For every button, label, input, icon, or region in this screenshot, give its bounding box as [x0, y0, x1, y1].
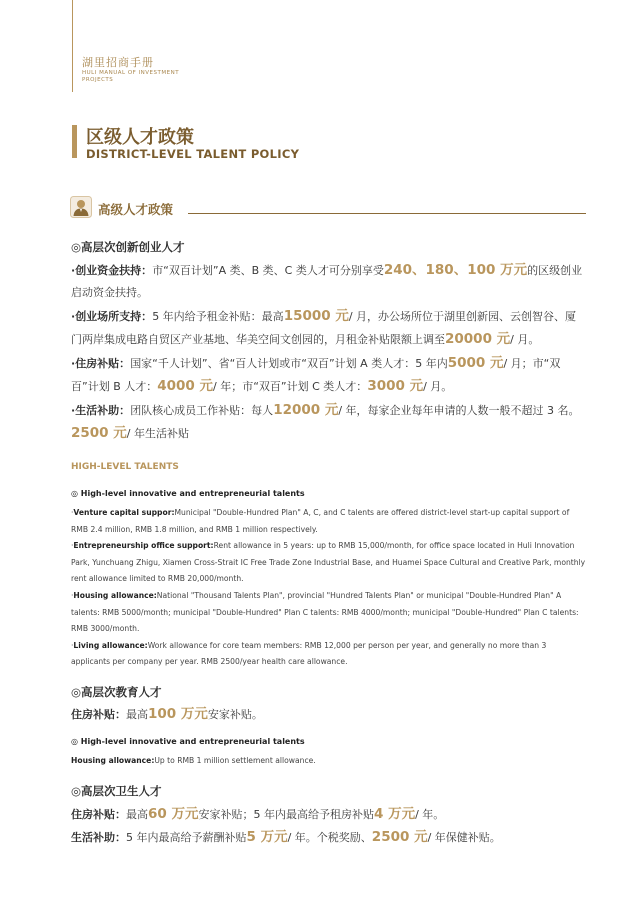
en-subsection-title: ◎ High-level innovative and entrepreneurial talents: [71, 736, 305, 746]
subsection-title: ◎高层次卫生人才: [71, 784, 162, 799]
en-item-living: ·Living allowance:Work allowance for core team members: RMB 12,000 per person per year, and generally no more than 3 applicants per company per year. RMB 2500/year health care allowance.: [71, 640, 547, 667]
en-section-title: HIGH-LEVEL TALENTS: [71, 461, 179, 472]
page-title-en: DISTRICT-LEVEL TALENT POLICY: [86, 147, 300, 161]
en-policy-list: [71, 505, 587, 671]
en-subsection-title: ◎ High-level innovative and entrepreneurial talents: [71, 488, 305, 498]
policy-item-venture: ·创业资金扶持：市“双百计划”A 类、B 类、C 类人才可分别享受240、180、100 万元的区级创业启动资金扶持。: [71, 261, 583, 299]
title-accent-bar: [72, 125, 77, 158]
item-text: 国家“千人计划”、省“百人计划或市“双百”计划 A 类人才：5 年内: [130, 356, 448, 370]
subsection-title: ◎高层次创新创业人才: [71, 240, 185, 254]
highlight-amount: 4000 元: [157, 378, 214, 394]
brand-title-cn: 湖里招商手册: [82, 56, 154, 69]
policy-item-health-living: [71, 826, 587, 850]
en-item-text: Work allowance for core team members: RMB 12,000 per person per year, and generally no more than 3 applicants per company per year. RMB 2500/year health care allowance.: [71, 640, 547, 667]
item-label: 生活补助：: [75, 403, 131, 417]
policy-item-housing: ·住房补贴：国家“千人计划”、省“百人计划或市“双百”计划 A 类人才：5 年内5000 元/ 月；市“双百”计划 B 人才：4000 元/ 年；市“双百”计划 C 类人才：3000 元/ 月。: [71, 354, 561, 394]
header-divider-line: [72, 0, 73, 92]
en-policy-list: [71, 753, 587, 770]
highlight-amount: 15000 元: [283, 307, 349, 324]
section-title: 高级人才政策: [98, 202, 174, 217]
item-text: / 月，办公场所位于湖里创新园、云创智谷、厦门两岸集成电路自贸区产业基地、华美空间文创园的，月租金补贴限额上调至: [71, 309, 577, 346]
item-text: / 年保健补贴。: [427, 831, 501, 845]
highlight-amount: 2500 元: [71, 425, 127, 441]
en-item-text: National "Thousand Talents Plan", provincial "Hundred Talents Plan" or municipal "Double-Hundred Plan" A talents: RMB 5000/month; municipal "Double-Hundred" Plan C talents: RMB 4000/month; municipal "Double-Hundred" Plan C talents: RMB 3000/month.: [71, 590, 579, 634]
highlight-amount: 20000 元: [445, 331, 511, 347]
en-item-housing: ·Housing allowance:National "Thousand Talents Plan", provincial "Hundred Talents Plan" or municipal "Double-Hundred Plan" A talents: RMB 5000/month; municipal "Double-Hundred" Plan C talents: RMB 4000/month; municipal "Double-Hundred" Plan C talents: RMB 3000/month.: [71, 590, 579, 634]
item-text: 最高: [126, 807, 148, 821]
highlight-amount: 5 万元: [246, 829, 288, 846]
item-label: 创业资金扶持：: [75, 263, 153, 277]
person-icon: [70, 196, 92, 218]
highlight-amount: 4 万元: [374, 805, 416, 822]
en-item-label: Housing allowance:: [71, 756, 155, 766]
highlight-amount: 240、180、100 万元: [383, 261, 528, 278]
item-text: / 年。: [415, 807, 445, 821]
en-item-text: Rent allowance in 5 years: up to RMB 15,000/month, for office space located in Huli Innovation Park, Yunchuang Zhigu, Xiamen Cross-Strait IC Free Trade Zone Industrial Base, and Huamei Space Cultural and Creative Park, monthly rent allowance limited to RMB 20,000/month.: [71, 541, 586, 584]
policy-content: [71, 236, 587, 850]
section-header: [70, 196, 586, 220]
item-label: 住房补贴：: [71, 708, 126, 722]
highlight-amount: 100 万元: [148, 706, 208, 723]
item-label: 创业场所支持：: [75, 309, 153, 323]
item-text: 团队核心成员工作补贴：每人: [130, 403, 274, 417]
page-title: 区级人才政策: [86, 127, 194, 148]
en-item-education-housing: [71, 753, 587, 770]
item-text: 的区级创业启动资金扶持。: [71, 263, 583, 299]
item-text: / 月。: [510, 333, 540, 346]
policy-item-office: ·创业场所支持：5 年内给予租金补贴：最高15000 元/ 月，办公场所位于湖里创新园、云创智谷、厦门两岸集成电路自贸区产业基地、华美空间文创园的，月租金补贴限额上调至20000 元/ 月。: [71, 307, 577, 347]
subsection-title: ◎高层次教育人才: [71, 684, 162, 699]
item-text: 最高: [126, 708, 148, 722]
item-text: 安家补贴；5 年内最高给予租房补贴: [198, 807, 374, 821]
highlight-amount: 3000 元: [367, 378, 424, 394]
item-text: 市“双百计划”A 类、B 类、C 类人才可分别享受: [152, 263, 384, 277]
en-item-label: Living allowance:: [73, 640, 148, 650]
item-label: 住房补贴：: [75, 356, 131, 370]
item-label: 生活补助：: [71, 831, 126, 845]
item-text: / 年，每家企业每年申请的人数一般不超过 3 名。: [338, 403, 580, 417]
item-text: 5 年内给予租金补贴：最高: [152, 309, 284, 323]
item-text: / 月。: [423, 380, 453, 393]
item-label: 住房补贴：: [71, 807, 126, 821]
item-text: / 月；市“双百”计划 B 人才：: [71, 356, 561, 393]
item-text: / 年；市“双百”计划 C 类人才：: [213, 380, 368, 393]
section-underline: [188, 213, 586, 214]
en-item-venture: ·Venture capital suppor:Municipal "Double-Hundred Plan" A, C, and C talents are offered district-level start-up capital support of RMB 2.4 million, RMB 1.8 million, and RMB 1 million respectively.: [71, 508, 570, 534]
highlight-amount: 5000 元: [447, 354, 504, 371]
highlight-amount: 60 万元: [148, 805, 199, 822]
policy-item-living: ·生活补助：团队核心成员工作补贴：每人12000 元/ 年，每家企业每年申请的人数一般不超过 3 名。2500 元/ 年生活补贴: [71, 401, 580, 441]
en-item-label: Entrepreneurship office support:: [73, 541, 214, 551]
en-item-label: Venture capital suppor:: [73, 508, 175, 517]
highlight-amount: 2500 元: [371, 829, 428, 846]
policy-item-education-housing: [71, 703, 587, 727]
item-text: / 年生活补贴: [126, 427, 189, 440]
policy-item-health-housing: [71, 803, 587, 827]
brand-title-en: HULI MANUAL OF INVESTMENT PROJECTS: [82, 70, 180, 83]
en-item-text: Up to RMB 1 million settlement allowance.: [154, 756, 316, 766]
highlight-amount: 12000 元: [273, 401, 339, 418]
en-item-text: Municipal "Double-Hundred Plan" A, C, and C talents are offered district-level start-up capital support of RMB 2.4 million, RMB 1.8 million, and RMB 1 million respectively.: [71, 508, 570, 534]
item-text: 安家补贴。: [207, 708, 263, 722]
item-text: / 年。个税奖励、: [287, 831, 372, 845]
item-text: 5 年内最高给予薪酬补贴: [126, 831, 247, 845]
en-item-label: Housing allowance:: [73, 590, 157, 600]
en-item-office: ·Entrepreneurship office support:Rent allowance in 5 years: up to RMB 15,000/month, for office space located in Huli Innovation Park, Yunchuang Zhigu, Xiamen Cross-Strait IC Free Trade Zone Industrial Base, and Huamei Space Cultural and Creative Park, monthly rent allowance limited to RMB 20,000/month.: [71, 541, 586, 584]
